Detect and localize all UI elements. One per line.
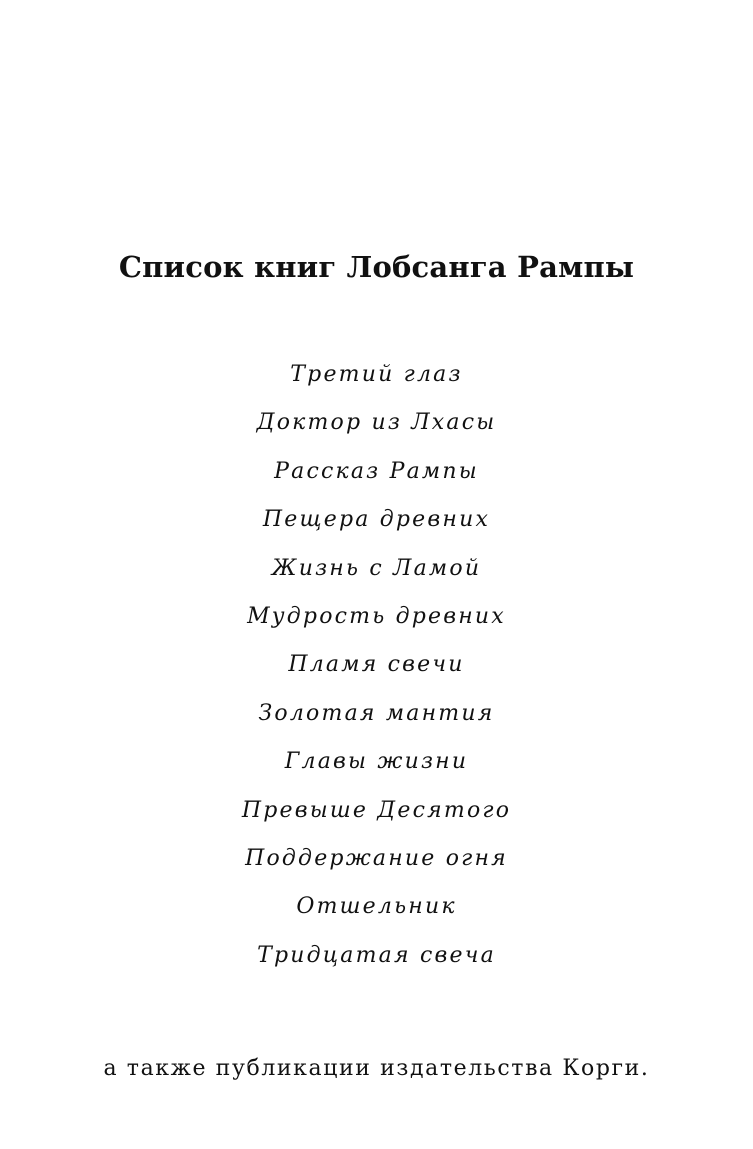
- book-title: Рассказ Рампы: [274, 458, 479, 484]
- book-title: Тридцатая свеча: [257, 942, 496, 968]
- book-title: Превыше Десятого: [241, 797, 512, 823]
- page-title: Список книг Лобсанга Рампы: [118, 250, 635, 284]
- book-title: Пещера древних: [262, 507, 491, 533]
- book-title: Пламя свечи: [288, 652, 465, 678]
- book-title: Отшельник: [296, 894, 457, 920]
- book-title: Жизнь с Ламой: [271, 555, 482, 581]
- book-title: Золотая мантия: [258, 700, 495, 726]
- book-title: Третий глаз: [290, 362, 463, 387]
- book-title: Мудрость древних: [247, 603, 506, 629]
- book-title: Доктор из Лхасы: [256, 410, 497, 436]
- footer-note: а также публикации издательства Корги.: [103, 1056, 650, 1081]
- book-title: Главы жизни: [284, 749, 469, 775]
- book-title: Поддержание огня: [245, 845, 508, 871]
- book-list: [0, 357, 753, 986]
